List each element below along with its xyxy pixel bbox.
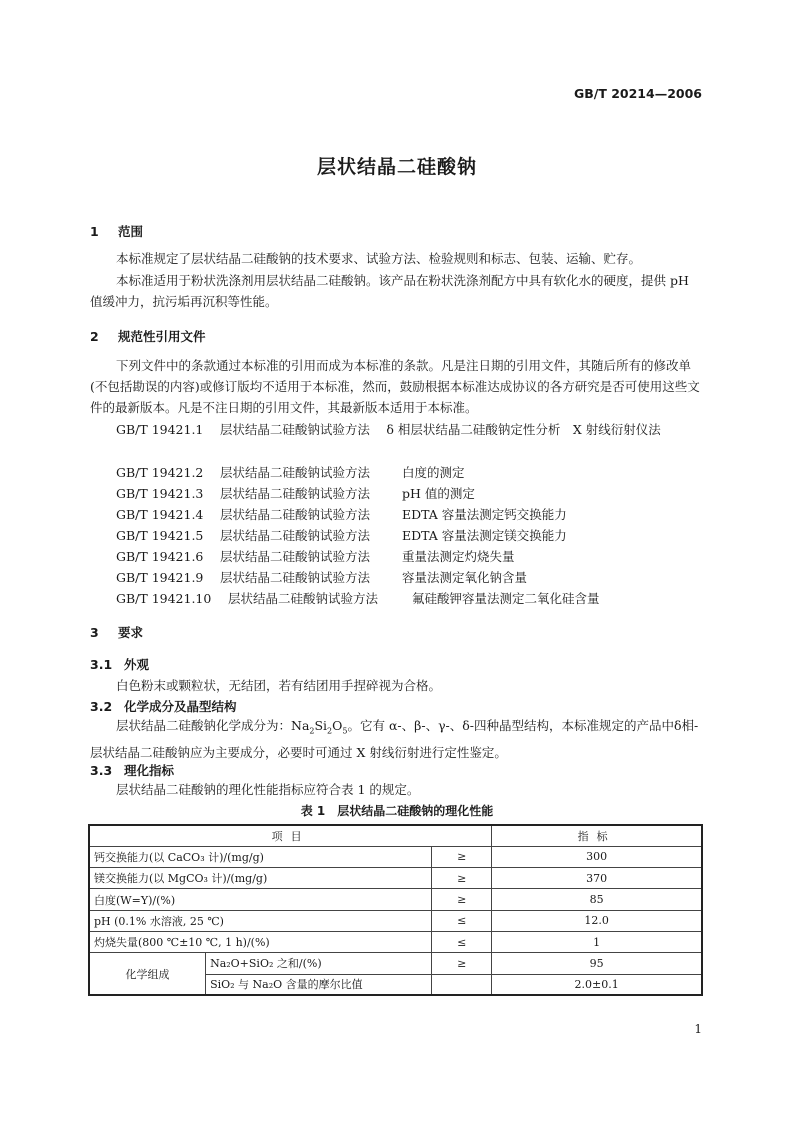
operator-cell: ≥ [432, 846, 492, 867]
section-2-heading [90, 327, 206, 345]
scope-paragraph-2: 本标准适用于粉状洗涤剂用层状结晶二硅酸钠。该产品在粉状洗涤剂配方中具有软化水的硬度，提供 pH 值缓冲力，抗污垢再沉积等性能。 [90, 273, 689, 309]
reference-name: 层状结晶二硅酸钠试验方法 [220, 570, 371, 585]
section-number: 1 [90, 224, 99, 239]
reference-name: 层状结晶二硅酸钠试验方法 [228, 591, 379, 606]
value-cell: 2.0±0.1 [492, 974, 702, 995]
value-cell: 12.0 [492, 910, 702, 931]
reference-item [116, 568, 527, 586]
table-row [89, 846, 702, 867]
section-number: 3 [90, 625, 99, 640]
section-number: 3.3 [90, 763, 113, 778]
operator-cell: ≤ [432, 931, 492, 952]
operator-cell: ≤ [432, 910, 492, 931]
composition-text-d: 。它有 α-、β-、γ-、δ-四种晶型结构，本标准规定的产品中δ相-层状结晶二硅酸钠应为主要成分，必要时可通过 X 射线衍射进行定性鉴定。 [90, 718, 699, 760]
section-number: 2 [90, 329, 99, 344]
item-cell: 镁交换能力(以 MgCO₃ 计)/(mg/g) [89, 868, 432, 889]
item-cell: pH (0.1% 水溶液, 25 ℃) [89, 910, 432, 931]
reference-code: GB/T 19421.4 [116, 507, 204, 522]
item-cell: SiO₂ 与 Na₂O 含量的摩尔比值 [206, 974, 432, 995]
group-label-cell: 化学组成 [89, 953, 206, 996]
reference-desc: δ 相层状结晶二硅酸钠定性分析 X 射线衍射仪法 [386, 422, 661, 437]
subsection-3-2-heading [90, 697, 237, 715]
reference-item [116, 547, 515, 565]
value-cell: 300 [492, 846, 702, 867]
reference-item [116, 526, 567, 544]
table-row [89, 910, 702, 931]
reference-desc: EDTA 容量法测定钙交换能力 [402, 507, 567, 522]
appearance-text: 白色粉末或颗粒状，无结团，若有结团用手捏碎视为合格。 [116, 678, 442, 693]
table-row [89, 868, 702, 889]
indicators-text: 层状结晶二硅酸钠的理化性能指标应符合表 1 的规定。 [116, 782, 420, 797]
subsection-3-1-heading [90, 655, 149, 673]
item-cell: 钙交换能力(以 CaCO₃ 计)/(mg/g) [89, 846, 432, 867]
reference-item [116, 484, 475, 502]
table-row [89, 889, 702, 910]
composition-text-b: Si [314, 718, 328, 733]
reference-desc: 氟硅酸钾容量法测定二氧化硅含量 [412, 591, 600, 606]
reference-code: GB/T 19421.6 [116, 549, 204, 564]
reference-name: 层状结晶二硅酸钠试验方法 [220, 549, 371, 564]
item-cell: 白度(W=Y)/(%) [89, 889, 432, 910]
header-item: 项目 [89, 825, 492, 846]
section-title: 要求 [118, 625, 144, 640]
reference-desc: EDTA 容量法测定镁交换能力 [402, 528, 567, 543]
operator-cell [432, 974, 492, 995]
properties-table [88, 824, 703, 996]
subscript: 2 [309, 726, 315, 736]
reference-code: GB/T 19421.3 [116, 486, 204, 501]
reference-name: 层状结晶二硅酸钠试验方法 [220, 486, 371, 501]
reference-code: GB/T 19421.5 [116, 528, 204, 543]
reference-desc: 白度的测定 [402, 465, 465, 480]
page-title: 层状结晶二硅酸钠 [316, 156, 477, 178]
table-row [89, 953, 702, 974]
section-title: 范围 [118, 224, 144, 239]
table-header-row [89, 825, 702, 846]
section-title: 规范性引用文件 [118, 329, 206, 344]
value-cell: 1 [492, 931, 702, 952]
reference-code: GB/T 19421.9 [116, 570, 204, 585]
operator-cell: ≥ [432, 868, 492, 889]
value-cell: 95 [492, 953, 702, 974]
section-number: 3.2 [90, 699, 113, 714]
table-caption: 表 1 层状结晶二硅酸钠的理化性能 [300, 804, 494, 818]
item-cell: Na₂O+SiO₂ 之和/(%) [206, 953, 432, 974]
reference-item [116, 505, 567, 523]
reference-code: GB/T 19421.2 [116, 465, 204, 480]
reference-item [90, 419, 704, 440]
value-cell: 370 [492, 868, 702, 889]
section-3-heading [90, 623, 143, 641]
scope-paragraph-1: 本标准规定了层状结晶二硅酸钠的技术要求、试验方法、检验规则和标志、包装、运输、贮存。 [116, 251, 642, 266]
reference-name: 层状结晶二硅酸钠试验方法 [219, 422, 370, 437]
reference-item [116, 463, 465, 481]
section-1-heading [90, 222, 143, 240]
item-cell: 灼烧失量(800 ℃±10 ℃, 1 h)/(%) [89, 931, 432, 952]
section-title: 外观 [124, 657, 150, 672]
references-intro: 下列文件中的条款通过本标准的引用而成为本标准的条款。凡是注日期的引用文件，其随后所有的修改单(不包括勘误的内容)或修订版均不适用于本标准，然而，鼓励根据本标准达成协议的各方研究是否可使用这些文件的最新版本。凡是不注日期的引用文件，其最新版本适用于本标准。 [90, 358, 700, 415]
operator-cell: ≥ [432, 889, 492, 910]
composition-text-c: O [332, 718, 343, 733]
composition-text-a: 层状结晶二硅酸钠化学成分为：Na [116, 718, 310, 733]
reference-desc: pH 值的测定 [402, 486, 475, 501]
header-value: 指标 [492, 825, 702, 846]
reference-name: 层状结晶二硅酸钠试验方法 [220, 465, 371, 480]
value-cell: 85 [492, 889, 702, 910]
reference-code: GB/T 19421.10 [116, 591, 212, 606]
reference-item [116, 589, 600, 607]
section-number: 3.1 [90, 657, 113, 672]
reference-code: GB/T 19421.1 [116, 422, 204, 437]
subscript: 5 [342, 726, 348, 736]
table-row [89, 931, 702, 952]
composition-text [90, 715, 704, 763]
reference-desc: 重量法测定灼烧失量 [402, 549, 515, 564]
standard-number: GB/T 20214—2006 [573, 86, 702, 101]
reference-name: 层状结晶二硅酸钠试验方法 [220, 507, 371, 522]
reference-desc: 容量法测定氧化钠含量 [402, 570, 528, 585]
subsection-3-3-heading [90, 761, 174, 779]
section-title: 理化指标 [124, 763, 175, 778]
reference-name: 层状结晶二硅酸钠试验方法 [220, 528, 371, 543]
operator-cell: ≥ [432, 953, 492, 974]
page-number: 1 [694, 1022, 702, 1036]
section-title: 化学成分及晶型结构 [124, 699, 237, 714]
subscript: 2 [327, 726, 333, 736]
